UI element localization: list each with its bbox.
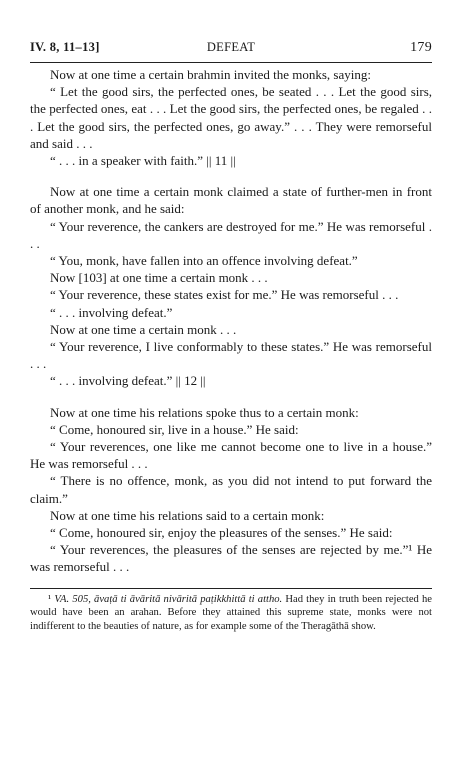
footnote-rule — [30, 588, 432, 589]
paragraph: Now at one time a certain brahmin invited the monks, saying: — [50, 67, 371, 82]
paragraph: “ Your reverences, the pleasures of the senses are rejected by me.”¹ He was remorseful . . . — [30, 542, 432, 575]
paragraph: “ Your reverence, I live conformably to these states.” He was remorseful . . . — [30, 339, 432, 372]
footnote-reference: VA. — [54, 593, 70, 605]
chapter-title: DEFEAT — [206, 40, 256, 54]
footnote-text: Had they in truth been rejected he would have been an arahan. Before they attained this supreme state, monks were not indifferent to the beauties of nature, as for example some of the Theragāthā show. — [30, 593, 432, 632]
paragraph: “ . . . in a speaker with faith.” || 11 || — [50, 153, 236, 169]
body-text — [30, 66, 432, 576]
paragraph: Now at one time his relations spoke thus to a certain monk: — [50, 404, 359, 420]
paragraph: “ . . . involving defeat.” — [50, 304, 173, 320]
footnote-pali-quote: 505, āvaṭā ti āvāritā nivāritā paṭikkhittā ti attho. — [72, 593, 283, 605]
paragraph: “ . . . involving defeat.” || 12 || — [50, 373, 206, 389]
paragraph: “ There is no offence, monk, as you did not intend to put forward the claim.” — [30, 473, 432, 506]
paragraph: “ You, monk, have fallen into an offence involving defeat.” — [50, 253, 358, 269]
paragraph: “ Come, honoured sir, enjoy the pleasures of the senses.” He said: — [50, 525, 393, 541]
section-gap — [30, 169, 432, 183]
paragraph: “ Your reverence, the cankers are destroyed for me.” He was remorseful . . . — [30, 218, 432, 251]
paragraph: “ Your reverences, one like me cannot become one to live in a house.” He was remorseful . . . — [30, 439, 432, 472]
paragraph: Now [103] at one time a certain monk . . . — [50, 270, 268, 286]
running-header — [30, 40, 432, 58]
book-page — [30, 40, 432, 633]
section-reference: IV. 8, 11–13] — [30, 40, 100, 54]
section-gap — [30, 390, 432, 404]
page-number: 179 — [410, 40, 432, 55]
paragraph: “ Your reverence, these states exist for me.” He was remorseful . . . — [50, 287, 399, 303]
paragraph: Now at one time a certain monk . . . — [50, 321, 237, 337]
header-rule — [30, 62, 432, 63]
paragraph: “ Let the good sirs, the perfected ones, be seated . . . Let the good sirs, the perfected ones, eat . . . Let the good sirs, the perfected ones, be regaled . . . Let the good sirs, the perfected ones, go away.” . . . They were remorseful and said . . . — [30, 84, 432, 151]
paragraph: Now at one time his relations said to a certain monk: — [50, 507, 325, 523]
footnote — [30, 593, 432, 634]
footnote-marker: ¹ — [48, 593, 52, 605]
paragraph: “ Come, honoured sir, live in a house.” He said: — [50, 421, 299, 437]
paragraph: Now at one time a certain monk claimed a state of further-men in front of another monk, and he said: — [30, 184, 432, 217]
